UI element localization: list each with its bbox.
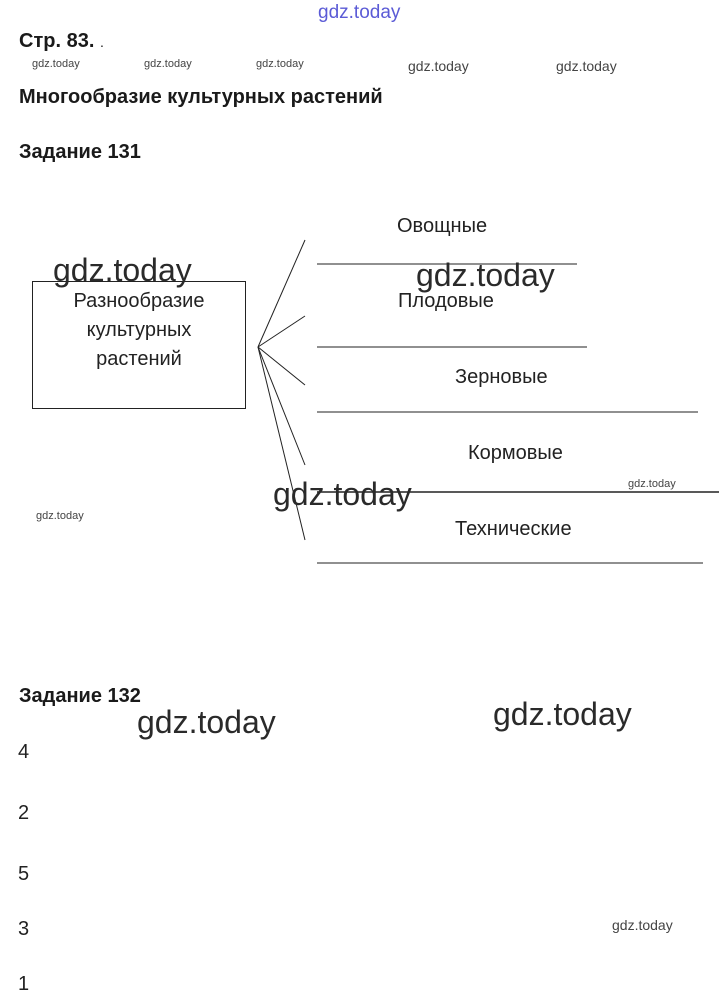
page-label: Стр. 83. — [19, 30, 95, 52]
watermark-large: gdz.today — [53, 252, 192, 288]
watermark-small: gdz.today — [628, 478, 676, 490]
task-131-heading: Задание 131 — [19, 141, 141, 163]
task-132-heading: Задание 132 — [19, 685, 141, 707]
category-label: Плодовые — [398, 290, 494, 312]
answer-item: 2 — [18, 802, 30, 824]
answer-item: 1 — [18, 973, 30, 995]
diagram-box-text — [32, 287, 246, 374]
category-label: Технические — [455, 518, 572, 540]
watermark-top: gdz.today — [318, 2, 401, 23]
watermark-small: gdz.today — [36, 510, 84, 522]
box-line: Разнообразие — [73, 290, 205, 312]
watermark-large: gdz.today — [493, 696, 632, 732]
watermark-small: gdz.today — [144, 58, 192, 70]
page-title: Многообразие культурных растений — [19, 86, 383, 108]
page-dot: . — [99, 34, 104, 50]
watermark-large: gdz.today — [416, 257, 555, 293]
connector-line — [258, 347, 305, 465]
watermark-large: gdz.today — [137, 704, 276, 740]
answer-item: 5 — [18, 863, 30, 885]
watermark-small: gdz.today — [256, 58, 304, 70]
category-label: Кормовые — [468, 442, 563, 464]
box-line: культурных — [86, 319, 192, 341]
watermark-large: gdz.today — [273, 476, 412, 512]
category-label: Зерновые — [455, 366, 548, 388]
watermark-small: gdz.today — [32, 58, 80, 70]
watermark-small: gdz.today — [408, 58, 469, 74]
watermark-small: gdz.today — [612, 917, 673, 933]
watermark-small: gdz.today — [556, 58, 617, 74]
box-line: растений — [96, 348, 182, 370]
category-label: Овощные — [397, 215, 488, 237]
answer-item: 3 — [18, 918, 30, 940]
answer-item: 4 — [18, 741, 30, 763]
